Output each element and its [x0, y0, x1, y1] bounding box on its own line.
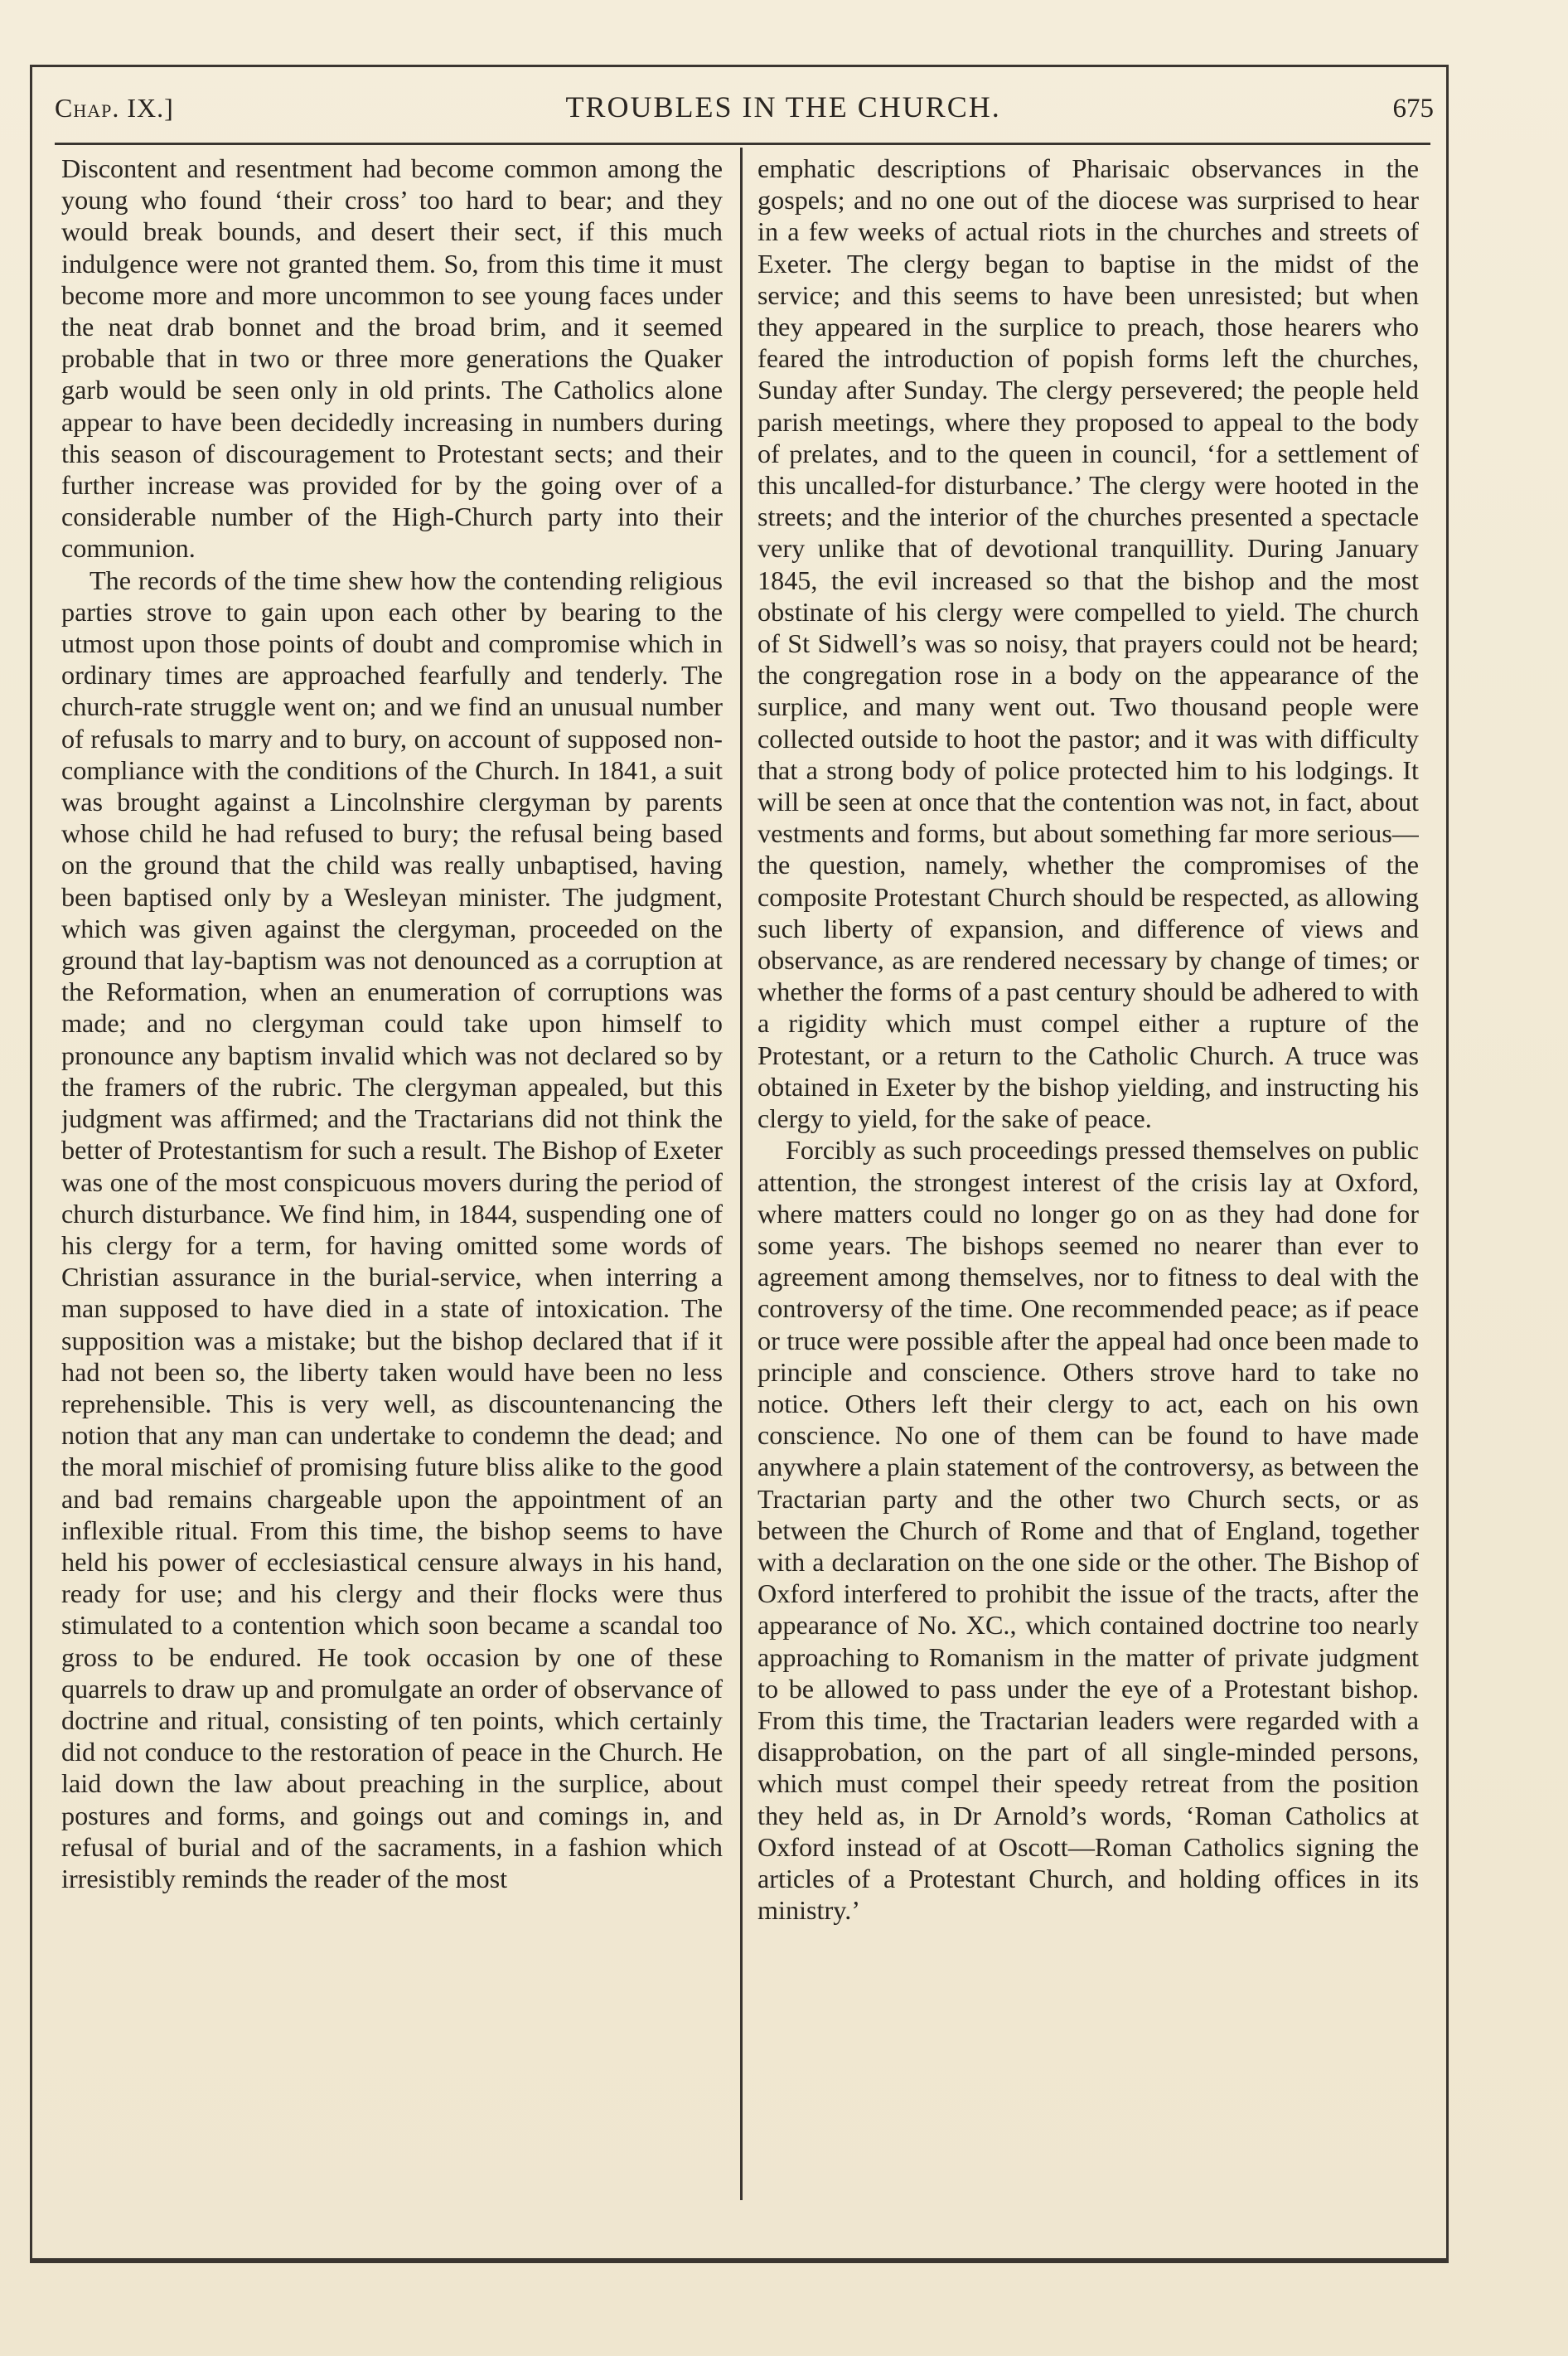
page-number: 675: [1392, 94, 1434, 124]
paragraph: The records of the time shew how the contending religious parties strove to gain upon each other by bearing to the utmost upon those points of doubt and compromise which in ordinary times are approached fearfully and tenderly. The church-rate struggle went on; and we find an unusual number of refusals to marry and to bury, on account of supposed non-compliance with the conditions of the Church. In 1841, a suit was brought against a Lincolnshire clergyman by parents whose child he had refused to bury; the refusal being based on the ground that the child was really unbaptised, having been baptised only by a Wesleyan minister. The judgment, which was given against the clergyman, proceeded on the ground that lay-baptism was not denounced as a corruption at the Reformation, when an enumeration of corruptions was made; and no clergyman could take upon himself to pronounce any baptism invalid which was not declared so by the framers of the rubric. The clergyman appealed, but this judgment was affirmed; and the Tractarians did not think the better of Protestantism for such a result. The Bishop of Exeter was one of the most conspicuous movers during the period of church disturbance. We find him, in 1844, suspending one of his clergy for a term, for having omitted some words of Christian assurance in the burial-service, when interring a man supposed to have died in a state of intoxication. The supposition was a mistake; but the bishop declared that if it had not been so, the liberty taken would have been no less reprehensible. This is very well, as discountenancing the notion that any man can undertake to condemn the dead; and the moral mischief of promising future bliss alike to the good and bad remains chargeable upon the appointment of an inflexible ritual. From this time, the bishop seems to have held his power of ecclesiastical censure always in his hand, ready for use; and his clergy and their flocks were thus stimulated to a contention which soon became a scandal too gross to be endured. He took occasion by one of these quarrels to draw up and promulgate an order of observance of doctrine and ritual, consisting of ten points, which certainly did not conduce to the restoration of peace in the Church. He laid down the law about preaching in the surplice, about postures and forms, and goings out and comings in, and refusal of burial and of the sacraments, in a fashion which irresistibly reminds the reader of the most: [61, 565, 723, 1893]
right-column: [757, 153, 1419, 2242]
column-divider: [740, 148, 743, 2200]
left-column: [61, 153, 723, 2242]
chapter-label: Chap. IX.]: [55, 93, 174, 123]
running-title: TROUBLES IN THE CHURCH.: [565, 90, 1001, 124]
bottom-rule: [30, 2258, 1449, 2261]
paragraph: emphatic descriptions of Pharisaic observances in the gospels; and no one out of the diocese was surprised to hear in a few weeks of actual riots in the churches and streets of Exeter. The clergy began to baptise in the midst of the service; and this seems to have been unresisted; but when they appeared in the surplice to preach, those hearers who feared the introduction of popish forms left the churches, Sunday after Sunday. The clergy persevered; the people held parish meetings, where they proposed to appeal to the body of prelates, and to the queen in council, ‘for a settlement of this uncalled-for disturbance.’ The clergy were hooted in the streets; and the interior of the churches presented a spectacle very unlike that of devotional tranquillity. During January 1845, the evil increased so that the bishop and the most obstinate of his clergy were compelled to yield. The church of St Sidwell’s was so noisy, that prayers could not be heard; the congregation rose in a body on the appearance of the surplice, and many went out. Two thousand people were collected outside to hoot the pastor; and it was with difficulty that a strong body of police protected him to his lodgings. It will be seen at once that the contention was not, in fact, about vestments and forms, but about something far more serious—the question, namely, whether the compromises of the composite Protestant Church should be respected, as allowing such liberty of expansion, and difference of views and observance, as are rendered necessary by change of times; or whether the forms of a past century should be adhered to with a rigidity which must compel either a rupture of the Protestant, or a return to the Catholic Church. A truce was obtained in Exeter by the bishop yielding, and instructing his clergy to yield, for the sake of peace.: [757, 153, 1419, 1134]
running-header: [55, 90, 1434, 139]
paragraph: Discontent and resentment had become common among the young who found ‘their cross’ too hard to bear; and they would break bounds, and desert their sect, if this much indulgence were not granted them. So, from this time it must become more and more uncommon to see young faces under the neat drab bonnet and the broad brim, and it seemed probable that in two or three more generations the Quaker garb would be seen only in old prints. The Catholics alone appear to have been decidedly increasing in numbers during this season of discouragement to Protestant sects; and their further increase was provided for by the going over of a considerable number of the High-Church party into their communion.: [61, 153, 723, 564]
header-rule: [55, 143, 1430, 145]
paragraph: Forcibly as such proceedings pressed themselves on public attention, the strongest interest of the crisis lay at Oxford, where matters could no longer go on as they had done for some years. The bishops seemed no nearer than ever to agreement among themselves, nor to fitness to deal with the controversy of the time. One recommended peace; as if peace or truce were possible after the appeal had once been made to principle and conscience. Others strove hard to take no notice. Others left their clergy to act, each on his own conscience. No one of them can be found to have made anywhere a plain statement of the controversy, as between the Tractarian party and the other two Church sects, or as between the Church of Rome and that of England, together with a declaration on the one side or the other. The Bishop of Oxford interfered to prohibit the issue of the tracts, after the appearance of No. XC., which contained doctrine too nearly approaching to Romanism in the matter of private judgment to be allowed to pass under the eye of a Protestant bishop. From this time, the Tractarian leaders were regarded with a disapprobation, on the part of all single-minded persons, which must compel their speedy retreat from the position they held as, in Dr Arnold’s words, ‘Roman Catholics at Oxford instead of at Oscott—Roman Catholics signing the articles of a Protestant Church, and holding offices in its ministry.’: [757, 1135, 1419, 1926]
